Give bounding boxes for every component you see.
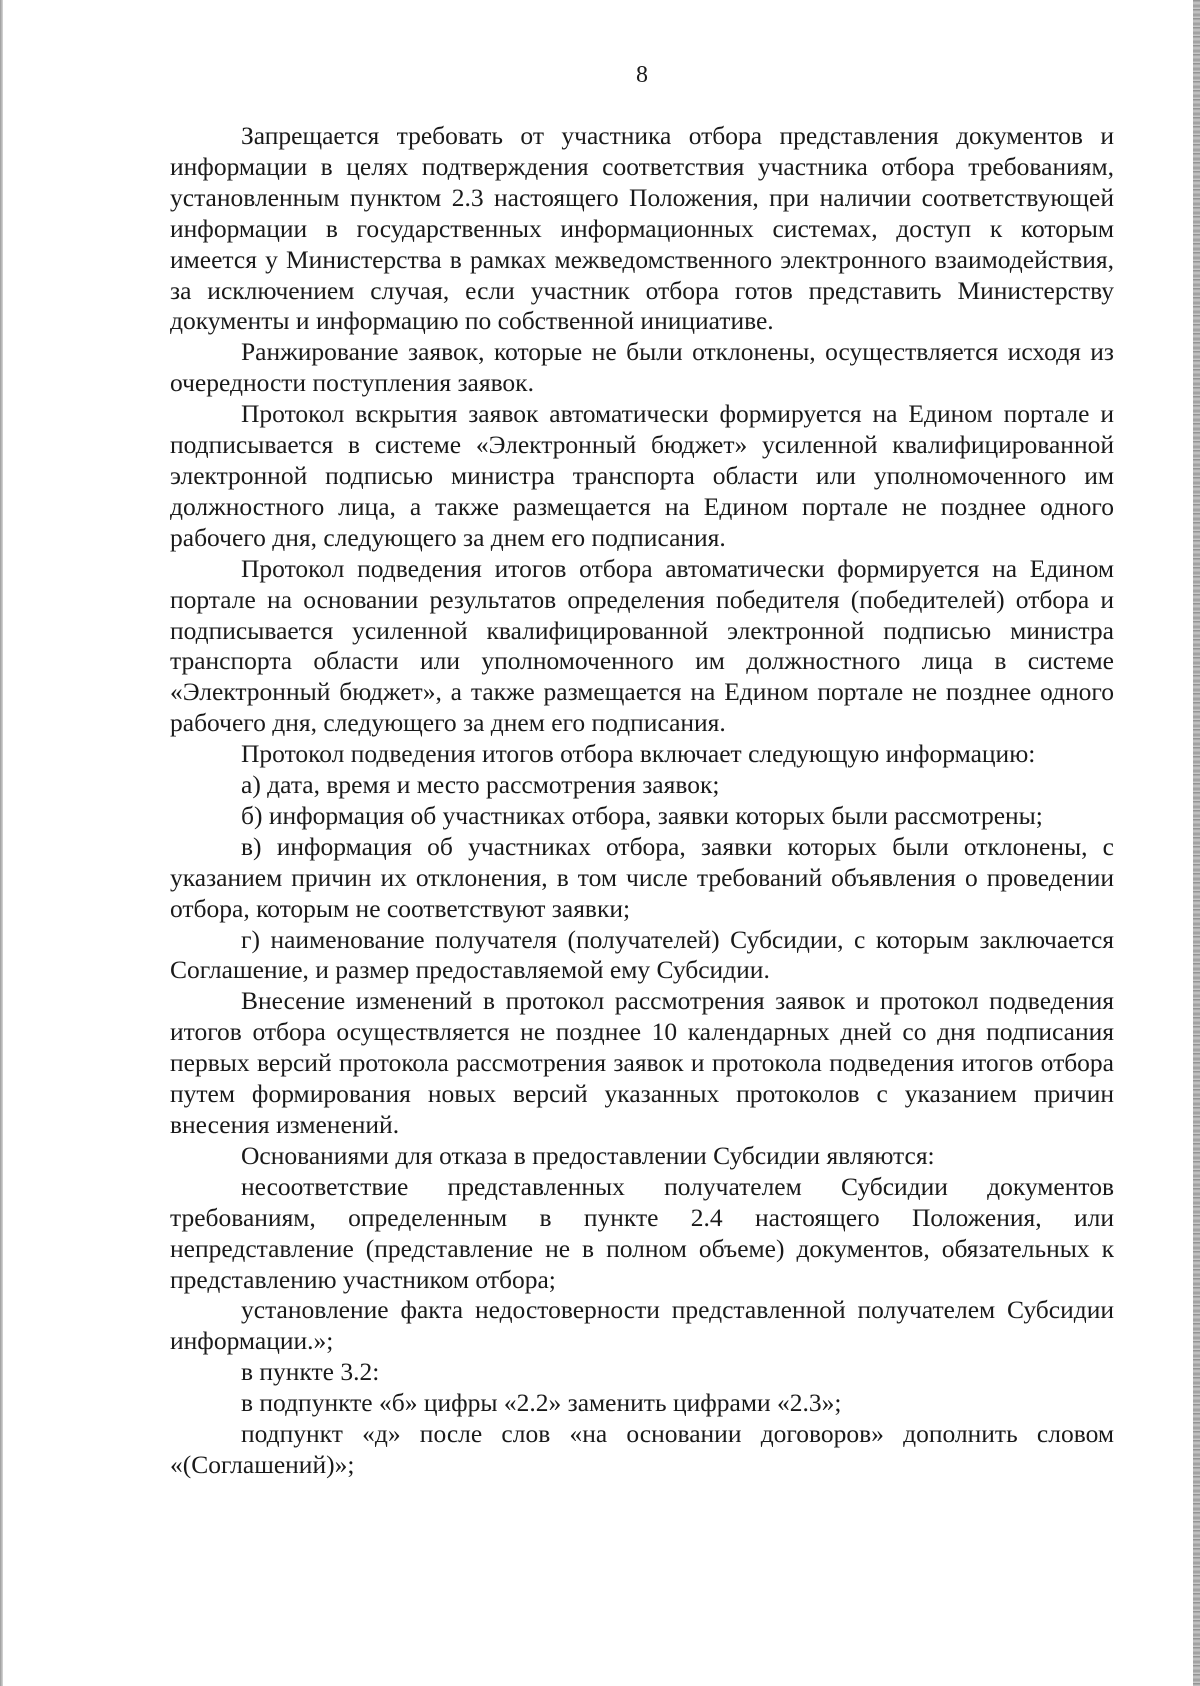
paragraph-opening-protocol: Протокол вскрытия заявок автоматически формируется на Едином портале и подписывается в системе «Электронный бюджет» усиленной квалифицированной электронной подписью министра транспорта области или уполномоченного им должностного лица, а также размещается на Едином портале не позднее одного рабочего дня, следующего за днем его подписания. — [170, 399, 1114, 552]
paragraph-protocol-contents: Протокол подведения итогов отбора включает следующую информацию: — [241, 739, 1036, 769]
scan-edge-right — [1193, 0, 1200, 1686]
paragraph-clause-3-2: в пункте 3.2: — [241, 1357, 380, 1387]
paragraph-noncompliance: несоответствие представленных получателем Субсидии документов требованиям, определенным в пункте 2.4 настоящего Положения, или непредставление (представление не в полном объеме) документов, обязательных к представлению участником отбора; — [170, 1171, 1114, 1294]
paragraph-inaccuracy: установление факта недостоверности представленной получателем Субсидии информации.»; — [170, 1295, 1114, 1356]
paragraph-protocol-changes: Внесение изменений в протокол рассмотрения заявок и протокол подведения итогов отбора осуществляется не позднее 10 календарных дней со дня подписания первых версий протокола рассмотрения заявок и протокола подведения итогов отбора путем формирования новых версий указанных протоколов с указанием причин внесения изменений. — [170, 986, 1114, 1139]
paragraph-subclause-d: подпункт «д» после слов «на основании договоров» дополнить словом «(Соглашений)»; — [170, 1419, 1114, 1479]
body-text — [170, 121, 1114, 1481]
paragraph-refusal-grounds: Основаниями для отказа в предоставлении Субсидии являются: — [241, 1140, 935, 1170]
paragraph-data-verification: Запрещается требовать от участника отбора представления документов и информации в целях подтверждения соответствия участника отбора требованиям, установленным пунктом 2.3 настоящего Положения, при наличии соответствующей информации в государственных информационных системах, доступ к которым имеется у Министерства в рамках межведомственного электронного взаимодействия, за исключением случая, если участник отбора готов представить Министерству документы и информацию по собственной инициативе. — [170, 121, 1114, 336]
list-item-a: а) дата, время и место рассмотрения заявок; — [241, 770, 720, 800]
page-number: 8 — [636, 62, 648, 88]
paragraph-subclause-b: в подпункте «б» цифры «2.2» заменить цифрами «2.3»; — [241, 1388, 842, 1418]
list-item-b: б) информация об участниках отбора, заявки которых были рассмотрены; — [241, 800, 1043, 830]
list-item-v: в) информация об участниках отбора, заявки которых были отклонены, с указанием причин их отклонения, в том числе требований объявления о проведении отбора, которым не соответствуют заявки; — [170, 831, 1114, 923]
paragraph-ranking: Ранжирование заявок, которые не были отклонены, осуществляется исходя из очередности поступления заявок. — [170, 337, 1114, 398]
paragraph-results-protocol: Протокол подведения итогов отбора автоматически формируется на Едином портале на основании результатов определения победителя (победителей) отбора и подписывается усиленной квалифицированной электронной подписью министра транспорта области или уполномоченного им должностного лица в системе «Электронный бюджет», а также размещается на Едином портале не позднее одного рабочего дня, следующего за днем его подписания. — [170, 553, 1114, 738]
list-item-g: г) наименование получателя (получателей) Субсидии, с которым заключается Соглашение, и размер предоставляемой ему Субсидии. — [170, 924, 1114, 985]
scan-edge-left — [0, 0, 3, 1686]
